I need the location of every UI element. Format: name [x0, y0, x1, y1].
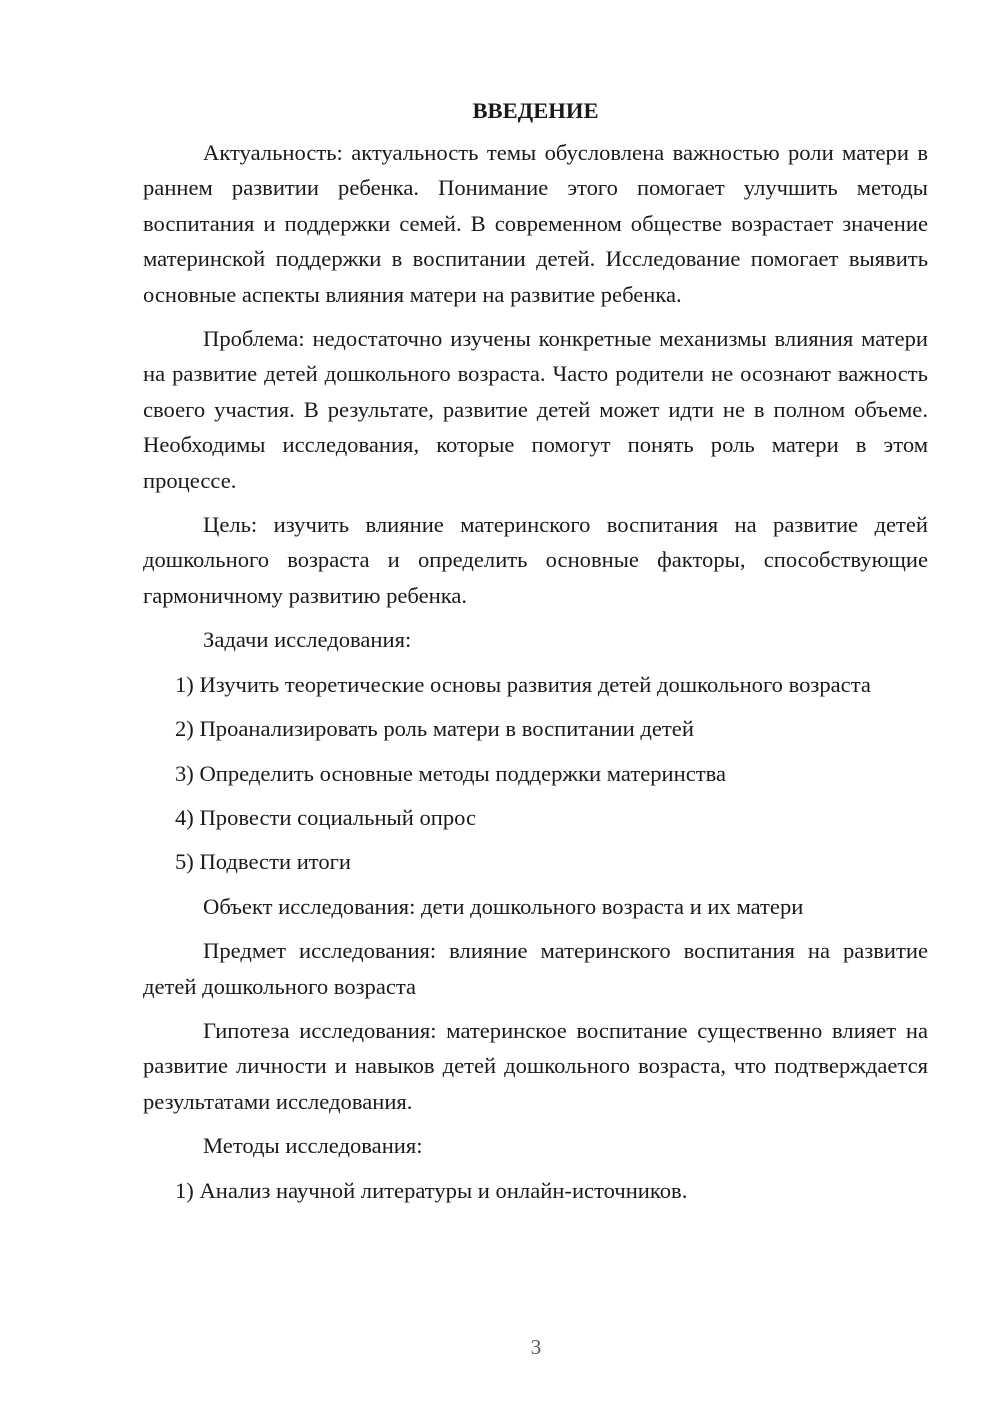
hypothesis-paragraph: Гипотеза исследования: материнское воспитание существенно влияет на развитие личности и навыков детей дошкольного возраста, что подтверждается результатами исследования. — [143, 1017, 928, 1114]
page-number: 3 — [530, 1335, 542, 1359]
document-page — [143, 95, 928, 1217]
task-item-4: 4) Провести социальный опрос — [175, 804, 477, 830]
task-item-5: 5) Подвести итоги — [175, 849, 352, 875]
methods-heading: Методы исследования: — [203, 1133, 423, 1159]
goal-paragraph: Цель: изучить влияние материнского воспитания на развитие детей дошкольного возраста и определить основные факторы, способствующие гармоничному развитию ребенка. — [143, 512, 928, 608]
subject-paragraph: Предмет исследования: влияние материнского воспитания на развитие детей дошкольного возраста — [143, 938, 928, 999]
problem-paragraph: Проблема: недостаточно изучены конкретные механизмы влияния матери на развитие детей дошкольного возраста. Часто родители не осознают важность своего участия. В результате, развитие детей может идти не в полном объеме. Необходимы исследования, которые помогут понять роль матери в этом процессе. — [143, 326, 928, 493]
relevance-paragraph: Актуальность: актуальность темы обусловлена важностью роли матери в раннем развитии ребенка. Понимание этого помогает улучшить методы воспитания и поддержки семей. В современном обществе возрастает значение материнской поддержки в воспитании детей. Исследование помогает выявить основные аспекты влияния матери на развитие ребенка. — [143, 140, 928, 307]
tasks-heading: Задачи исследования: — [203, 627, 412, 653]
task-item-3: 3) Определить основные методы поддержки материнства — [175, 760, 727, 786]
method-item-1: 1) Анализ научной литературы и онлайн-источников. — [175, 1177, 688, 1203]
page-title: ВВЕДЕНИЕ — [472, 98, 599, 123]
task-item-2: 2) Проанализировать роль матери в воспитании детей — [175, 716, 694, 742]
object-paragraph: Объект исследования: дети дошкольного возраста и их матери — [203, 893, 804, 919]
task-item-1: 1) Изучить теоретические основы развития детей дошкольного возраста — [175, 671, 871, 697]
